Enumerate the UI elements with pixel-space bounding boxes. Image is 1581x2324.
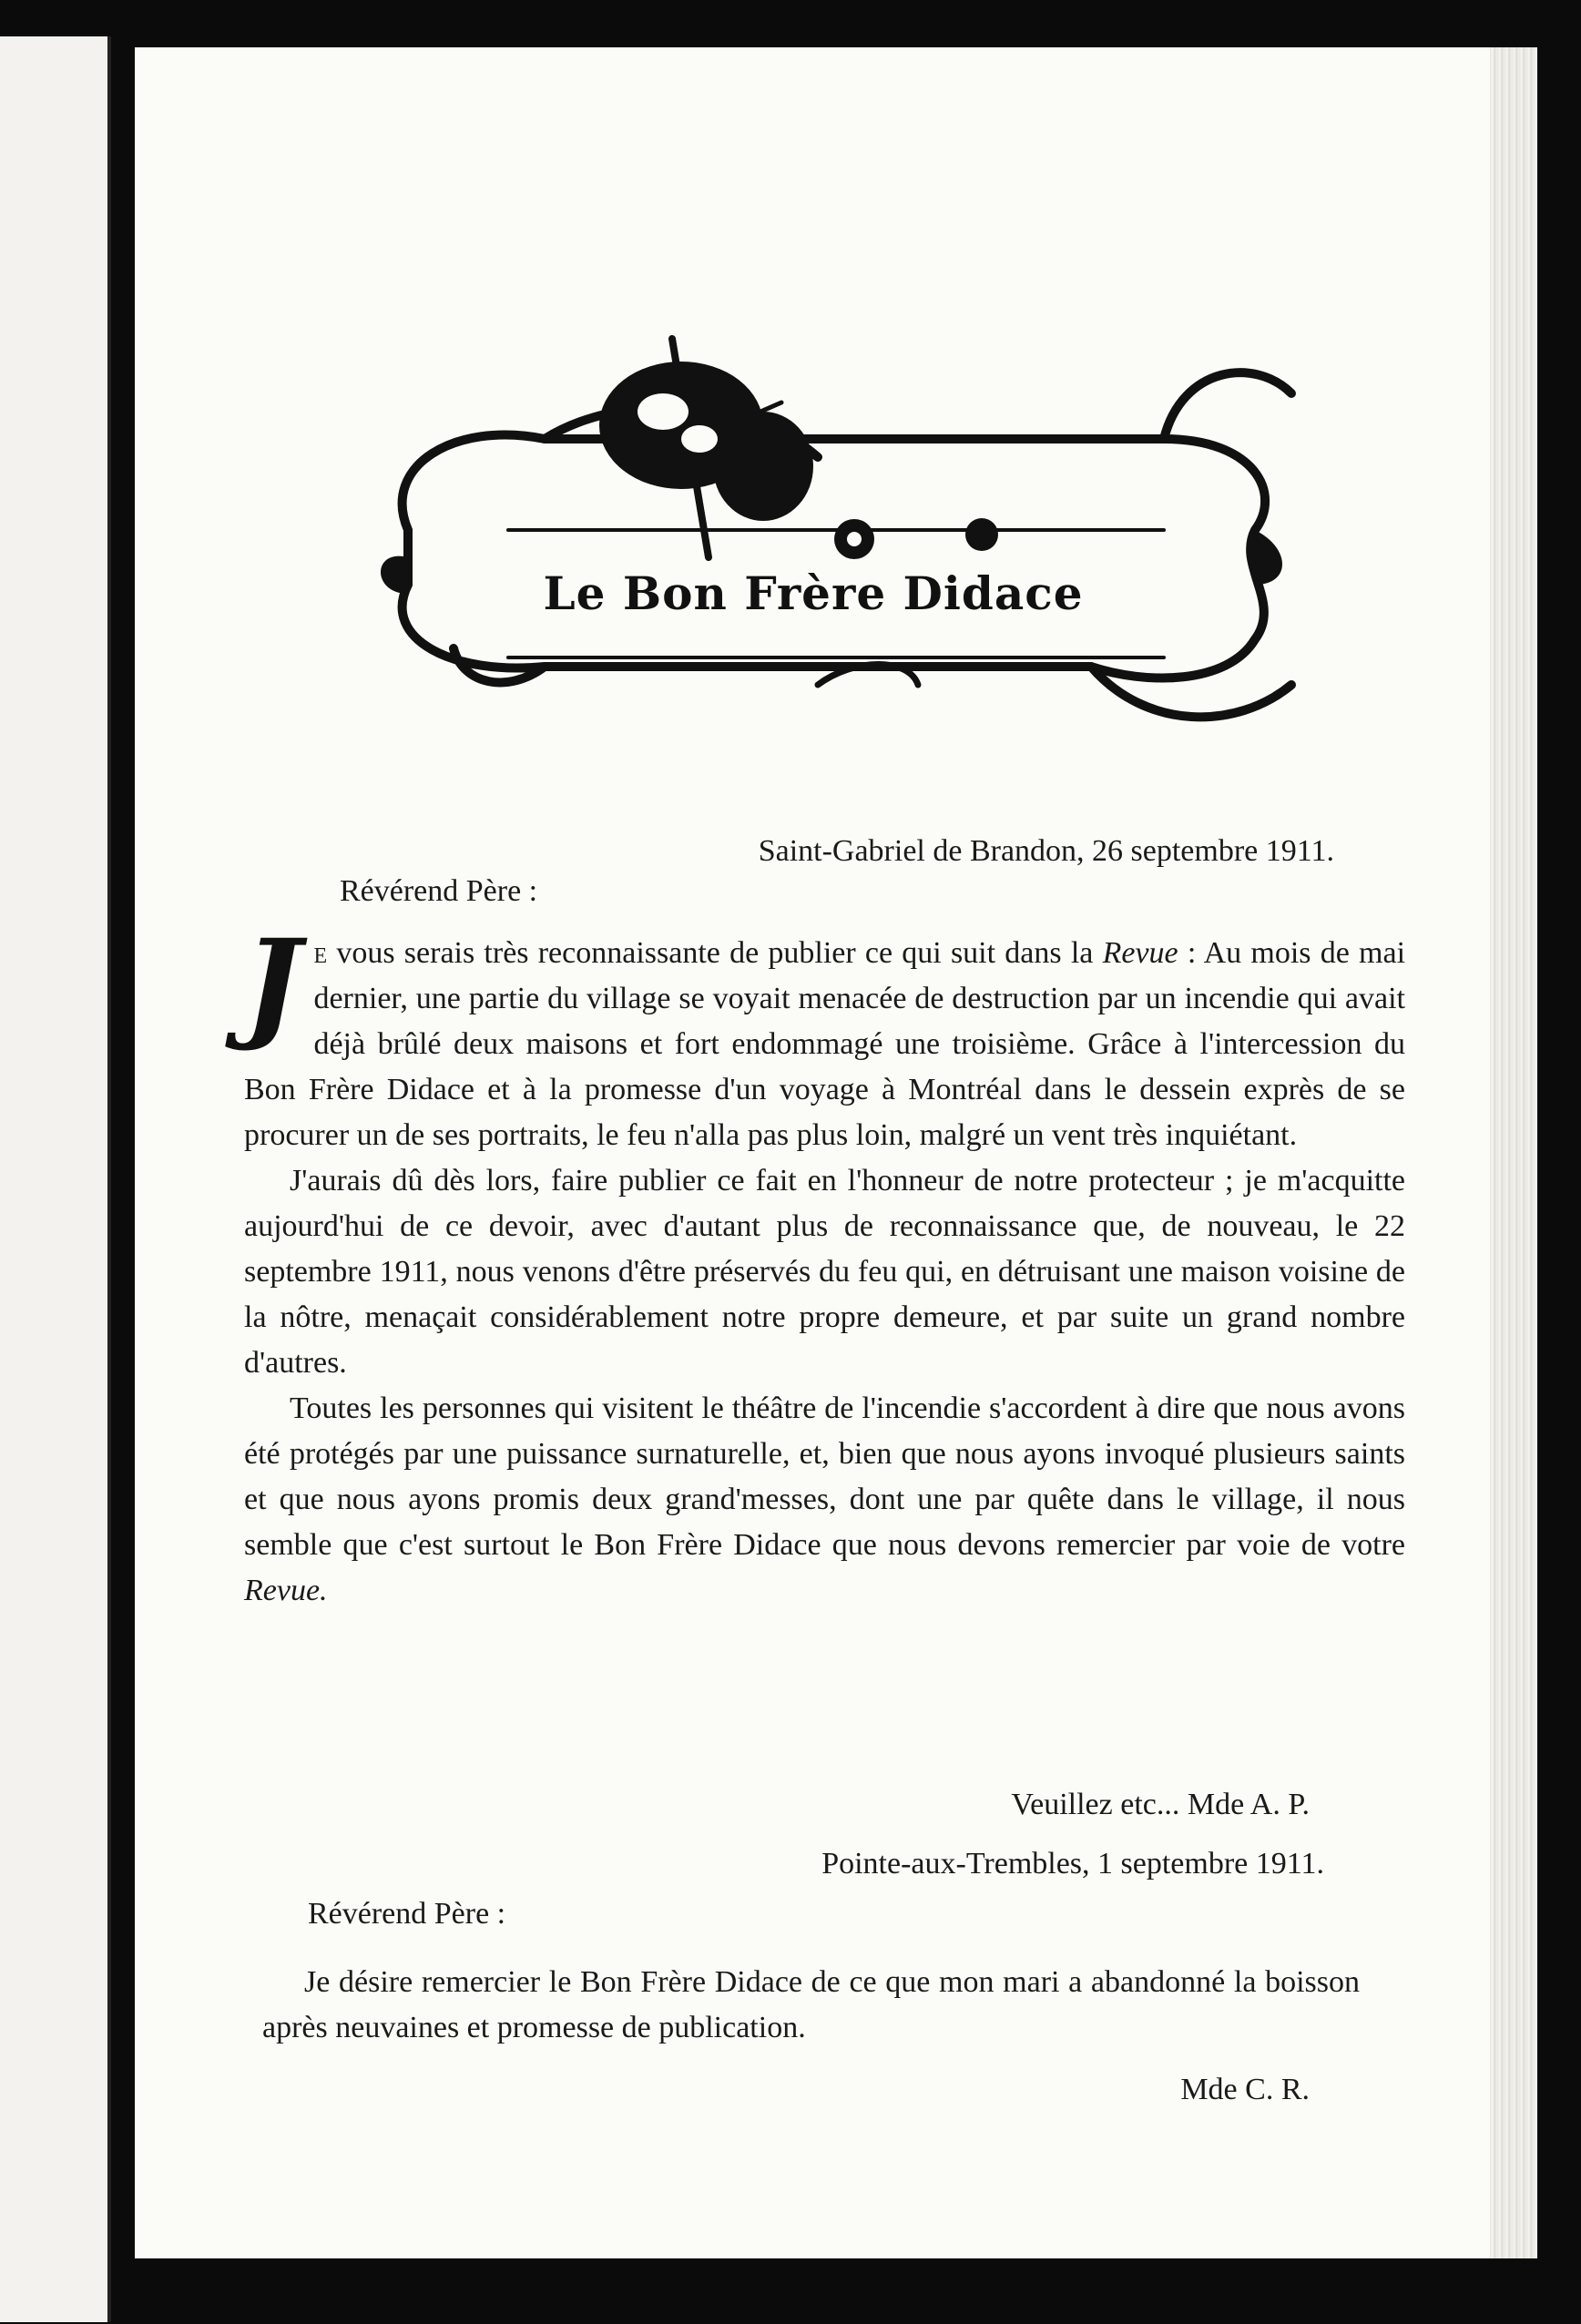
paragraph-1-text-a: vous serais très reconnaissante de publier ce qui suit dans la (327, 936, 1103, 970)
book-gutter (107, 36, 111, 2322)
salutation-2: Révérend Père : (308, 1897, 506, 1931)
letter-2-body: Je désire remercier le Bon Frère Didace de ce que mon mari a abandonné la boisson après neuvaines et promesse de publication. (262, 1965, 1360, 2044)
small-cap-start: e (313, 936, 328, 970)
paragraph-1-text-b: : Au mois de mai dernier, une partie du village se voyait menacée de destruction par un incendie qui avait déjà brûlé deux maisons et fort endommagé une troisième. Grâce à l'intercession du Bon Frère Didace et à la promesse d'un voyage à Montréal dans le dessein exprès de se procurer un de ses portraits, le feu n'alla pas plus loin, malgré un vent très inquiétant. (244, 936, 1406, 1152)
signature-2: Mde C. R. (1180, 2073, 1310, 2106)
paragraph-1 (244, 913, 1406, 1158)
signature-1: Veuillez etc... Mde A. P. (1011, 1788, 1310, 1821)
page (135, 47, 1537, 2258)
salutation-1: Révérend Père : (340, 874, 538, 908)
floral-header-ornament (271, 257, 1419, 803)
drop-cap: J (244, 913, 301, 1055)
revue-italic-1: Revue (1102, 936, 1178, 970)
revue-italic-2: Revue. (244, 1574, 328, 1607)
paragraph-3 (244, 1386, 1405, 1614)
dateline-1: Saint-Gabriel de Brandon, 26 septembre 1911. (758, 834, 1334, 868)
paragraph-3-text: Toutes les personnes qui visitent le théâtre de l'incendie s'accordent à dire que nous avons été protégés par une puissance surnaturelle, et, bien que nous ayons invoqué plusieurs saints et que nous ayons promis deux grand'messes, dont une par quête dans le village, il nous semble que c'est surtout le Bon Frère Didace que nous devons remercier par voie de votre (244, 1391, 1405, 1562)
page-title: Le Bon Frère Didace (543, 566, 1084, 620)
letter-1-body (244, 913, 1406, 1614)
page-edges (1490, 47, 1537, 2258)
paragraph-2: J'aurais dû dès lors, faire publier ce fait en l'honneur de notre protecteur ; je m'acquitte aujourd'hui de ce devoir, avec d'autant plus de reconnaissance que, de nouveau, le 22 septembre 1911, nous venons d'être préservés du feu qui, en détruisant une maison voisine de la nôtre, menaçait considérablement notre propre demeure, et par suite un grand nombre d'autres. (244, 1164, 1405, 1380)
dateline-2: Pointe-aux-Trembles, 1 septembre 1911. (821, 1847, 1324, 1881)
facing-page-edge (0, 36, 111, 2322)
